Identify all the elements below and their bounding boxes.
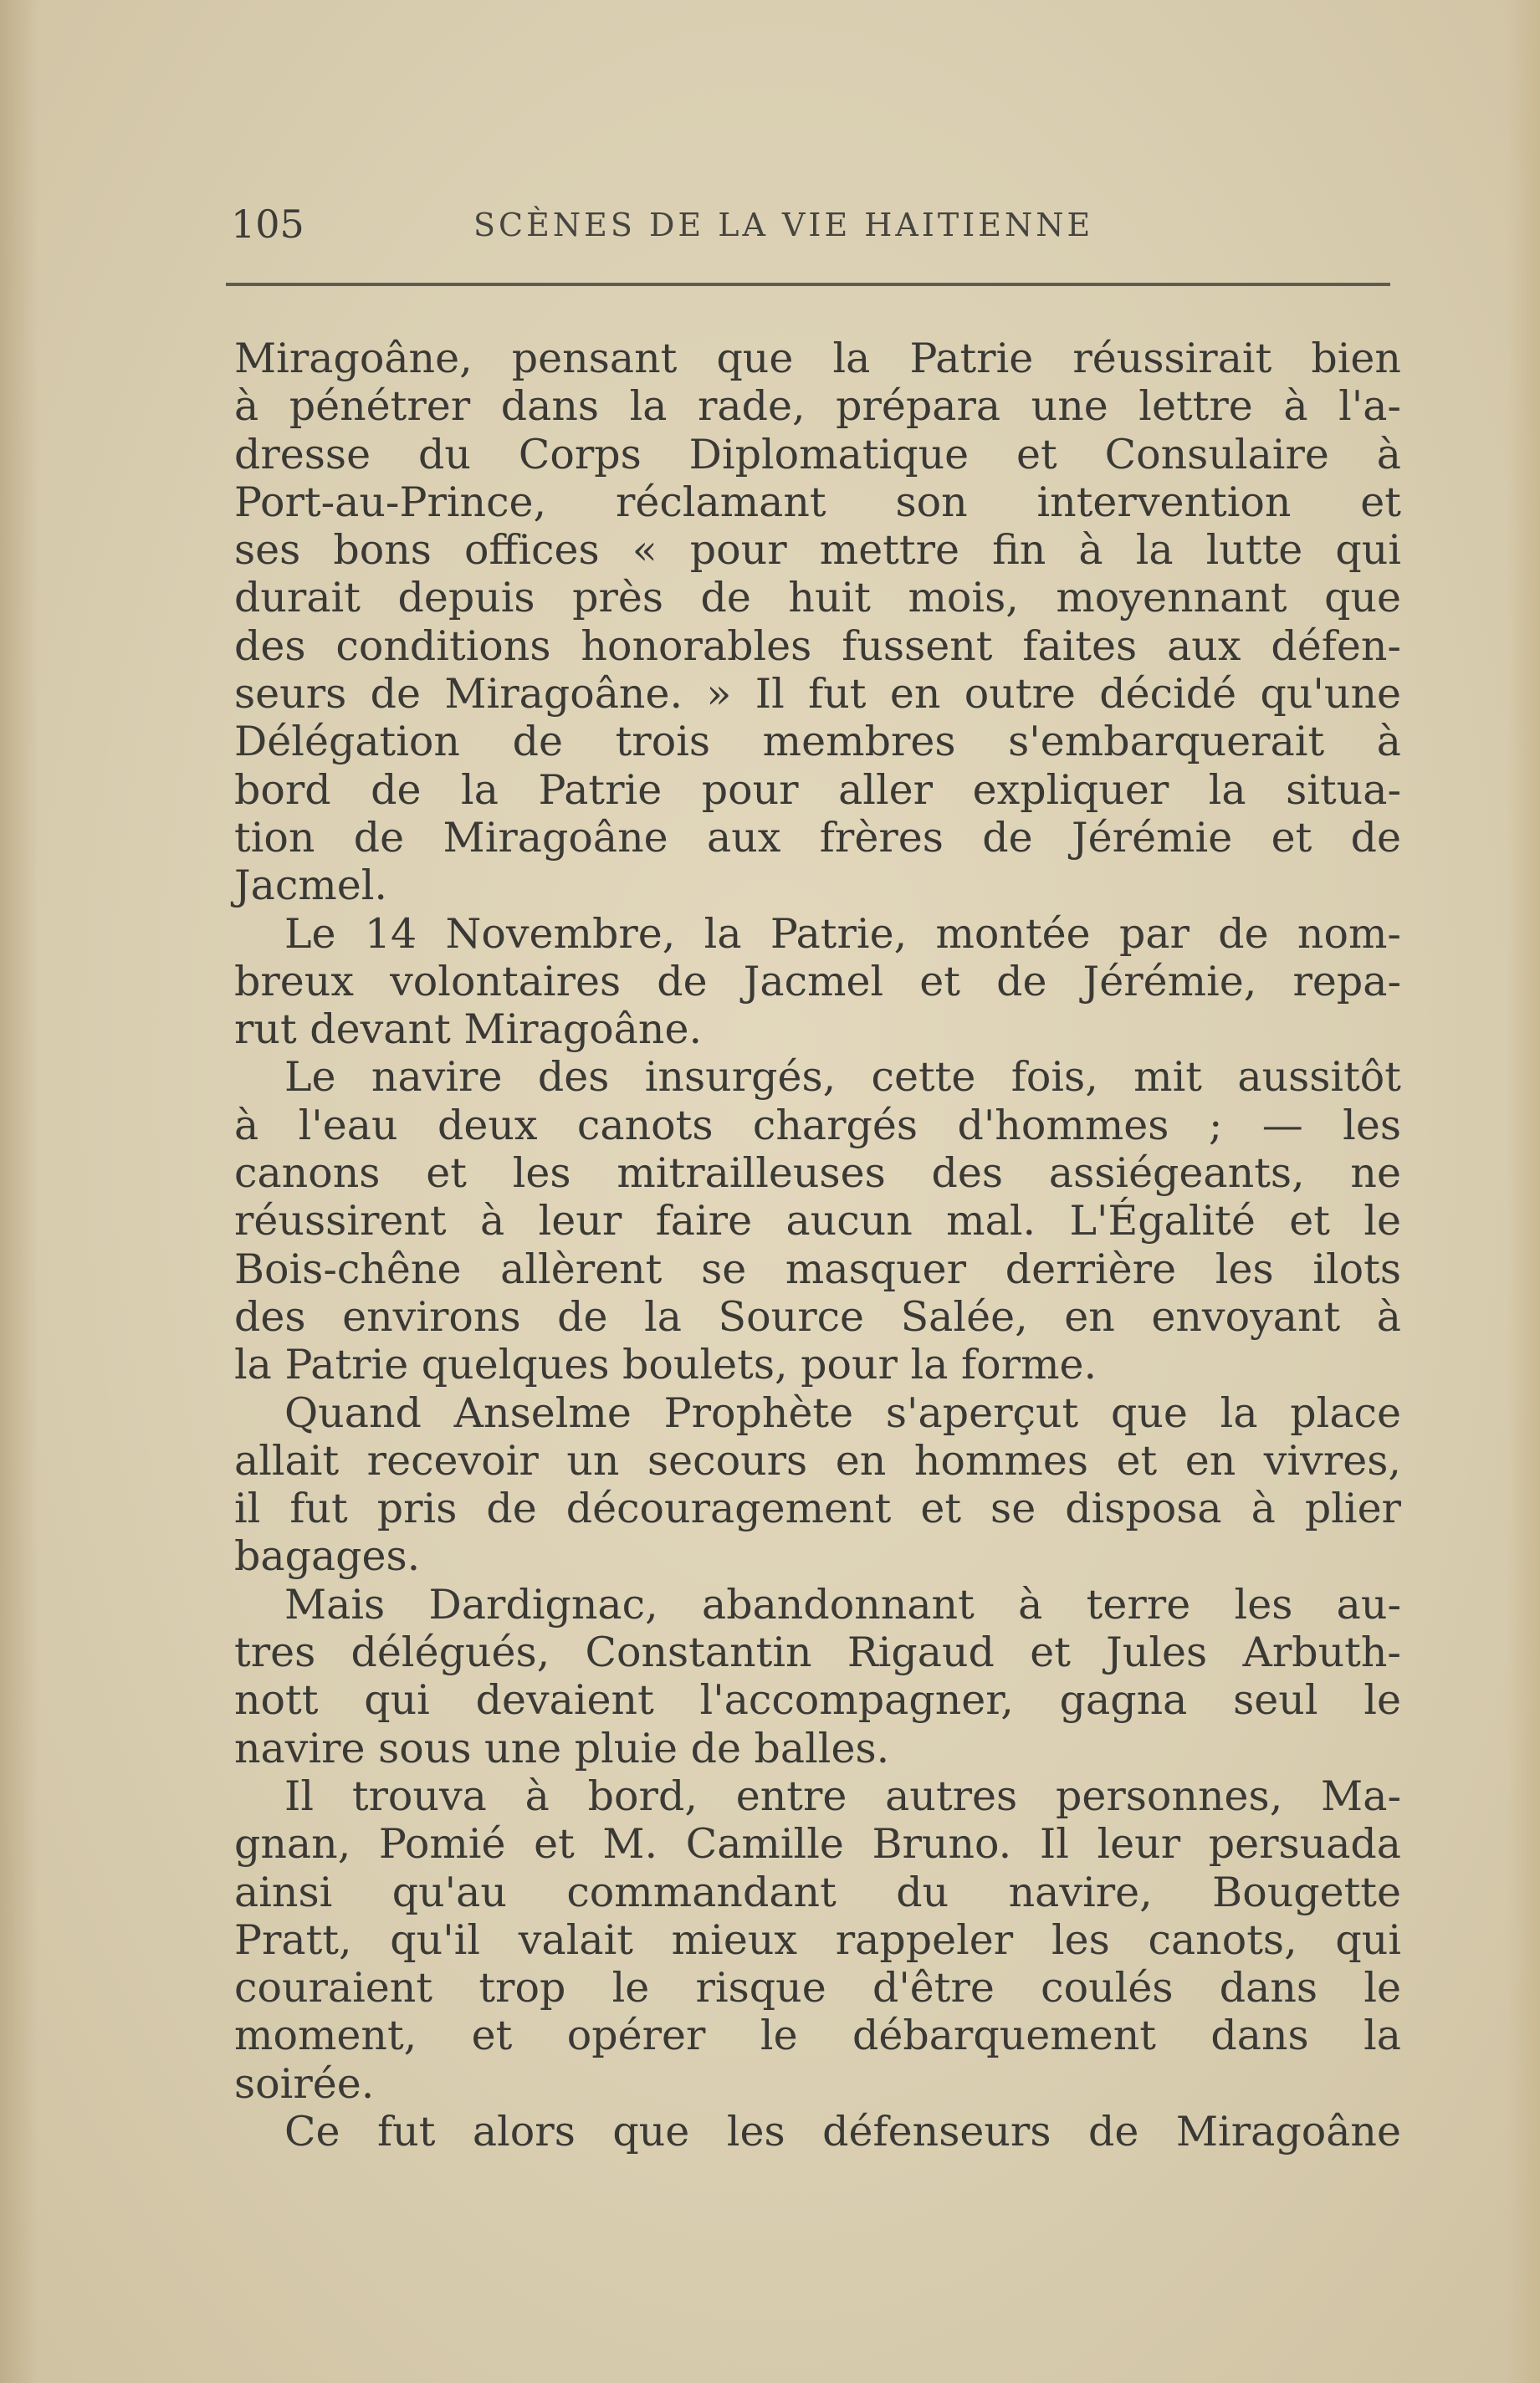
text-line: seurs de Miragoâne. » Il fut en outre décidé qu'une: [234, 670, 1401, 718]
text-line: ainsi qu'au commandant du navire, Bougette: [234, 1868, 1401, 1916]
text-line: Pratt, qu'il valait mieux rappeler les canots, qui: [234, 1915, 1401, 1964]
text-line: Ce fut alors que les défenseurs de Miragoâne: [284, 2107, 1401, 2155]
text-line: à l'eau deux canots chargés d'hommes ; — les: [234, 1101, 1401, 1149]
text-line: allait recevoir un secours en hommes et en vivres,: [234, 1436, 1401, 1485]
text-line: gnan, Pomié et M. Camille Bruno. Il leur persuada: [234, 1820, 1401, 1869]
text-line: navire sous une pluie de balles.: [234, 1724, 890, 1772]
text-line: la Patrie quelques boulets, pour la forme.: [234, 1341, 1097, 1389]
text-line: canons et les mitrailleuses des assiégeants, ne: [234, 1149, 1401, 1198]
text-line: des conditions honorables fussent faites aux défen-: [234, 621, 1401, 670]
text-line: Le 14 Novembre, la Patrie, montée par de nom-: [284, 909, 1401, 958]
text-line: Délégation de trois membres s'embarquerait à: [234, 718, 1401, 766]
text-line: Quand Anselme Prophète s'aperçut que la place: [284, 1388, 1401, 1437]
text-line: nott qui devaient l'accompagner, gagna seul le: [234, 1676, 1401, 1725]
text-line: durait depuis près de huit mois, moyennant que: [234, 574, 1401, 622]
text-line: tres délégués, Constantin Rigaud et Jules Arbuth-: [234, 1629, 1401, 1677]
text-line: il fut pris de découragement et se disposa à plier: [234, 1485, 1401, 1533]
text-line: moment, et opérer le débarquement dans la: [234, 2012, 1401, 2060]
page-number: 105: [231, 202, 304, 247]
text-line: Bois-chêne allèrent se masquer derrière les ilots: [234, 1245, 1401, 1293]
text-line: Port-au-Prince, réclamant son intervention et: [234, 478, 1401, 526]
text-line: Le navire des insurgés, cette fois, mit aussitôt: [284, 1053, 1401, 1102]
text-line: Il trouva à bord, entre autres personnes, Ma-: [284, 1772, 1401, 1820]
text-line: ses bons offices « pour mettre fin à la lutte qui: [234, 526, 1401, 575]
text-line: à pénétrer dans la rade, prépara une lettre à l'a-: [234, 382, 1401, 431]
header-rule: [226, 283, 1390, 286]
text-line: des environs de la Source Salée, en envoyant à: [234, 1292, 1401, 1341]
text-line: soirée.: [234, 2059, 375, 2108]
text-line: Jacmel.: [234, 862, 388, 910]
text-line: couraient trop le risque d'être coulés dans le: [234, 1964, 1401, 2012]
running-head: SCÈNES DE LA VIE HAITIENNE: [473, 207, 1094, 243]
text-line: réussirent à leur faire aucun mal. L'Égalité et le: [234, 1197, 1401, 1245]
text-line: bord de la Patrie pour aller expliquer la situa-: [234, 765, 1401, 814]
text-line: breux volontaires de Jacmel et de Jérémie, repa-: [234, 957, 1401, 1005]
text-line: bagages.: [234, 1532, 421, 1581]
body-text: [234, 335, 1401, 2155]
text-line: dresse du Corps Diplomatique et Consulaire à: [234, 430, 1401, 478]
page-header: [231, 199, 1394, 249]
text-line: rut devant Miragoâne.: [234, 1005, 703, 1054]
text-line: tion de Miragoâne aux frères de Jérémie et de: [234, 813, 1401, 862]
text-line: Miragoâne, pensant que la Patrie réussirait bien: [234, 335, 1401, 382]
text-line: Mais Dardignac, abandonnant à terre les au-: [284, 1580, 1401, 1629]
